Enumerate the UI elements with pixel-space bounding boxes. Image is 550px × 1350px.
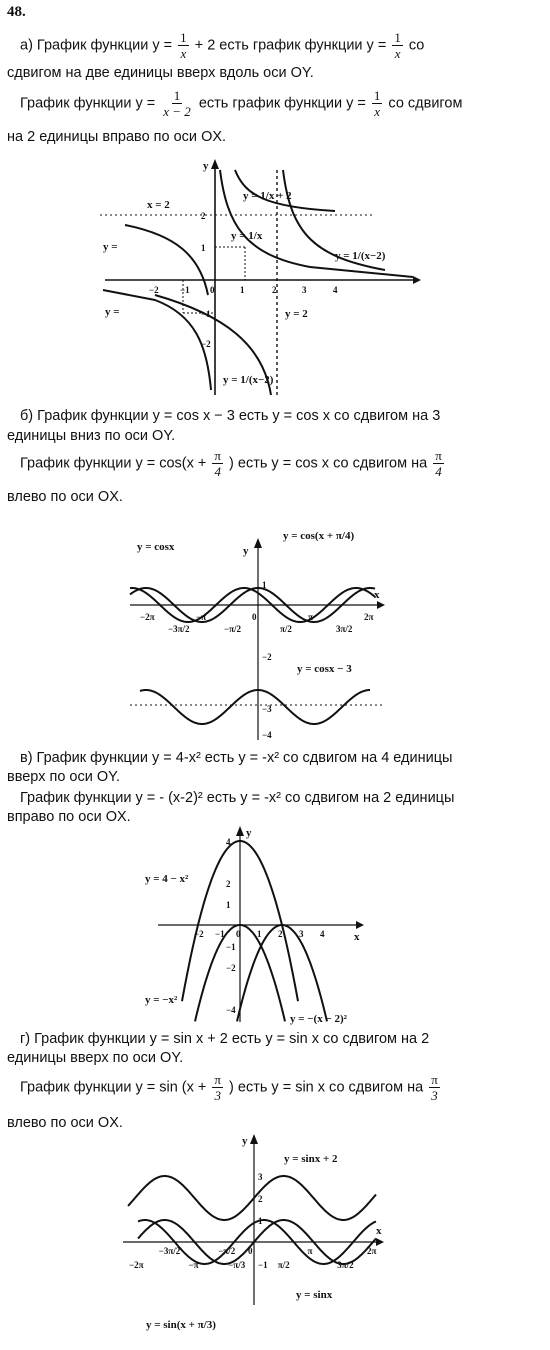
label-x-eq-2: x = 2 — [147, 199, 170, 211]
problem-number: 48. — [7, 4, 26, 20]
graph-b-tick-y: −4 — [262, 730, 272, 740]
curve-1-over-x-left — [103, 290, 211, 390]
graph-a-tick-x: 2 — [272, 285, 277, 295]
graph-b-y-label: y — [243, 545, 249, 557]
graph-a-tick-y: 1 — [201, 243, 206, 253]
graph-b-tick: 0 — [252, 612, 257, 622]
part-d-line4: влево по оси OX. — [7, 1115, 123, 1131]
graph-d-tick: π — [307, 1246, 313, 1256]
graph-d-tick-y: 1 — [258, 1216, 263, 1226]
graph-b-tick-y: −2 — [262, 652, 272, 662]
graph-a-tick-y: 2 — [201, 211, 206, 221]
label-sin-plus-2: y = sinx + 2 — [284, 1153, 338, 1165]
graph-c-tick-x: 0 — [236, 929, 241, 939]
label-top-curve: y = 1/x + 2 — [243, 190, 292, 202]
graph-a-tick-x: 3 — [302, 285, 307, 295]
graph-b-tick: π/2 — [280, 624, 292, 634]
part-b-line2: единицы вниз по оси OY. — [7, 428, 176, 444]
label-sin-shift: y = sin(x + π/3) — [146, 1319, 216, 1331]
label-1x-mid: y = 1/x — [231, 230, 263, 242]
part-b-line1: б) График функции y = cos x − 3 есть y = cos x со сдвигом на 3 — [20, 408, 441, 424]
graph-d-tick: −π — [188, 1260, 199, 1270]
graph-c-tick-y: 4 — [226, 837, 231, 847]
part-d-line1: г) График функции y = sin x + 2 есть y = sin x со сдвигом на 2 — [20, 1031, 430, 1047]
graph-a-hyperbolas — [95, 155, 425, 400]
graph-b-tick-y: −3 — [262, 704, 272, 714]
label-cos-minus-3: y = cosx − 3 — [297, 663, 352, 675]
graph-c-tick-x: 4 — [320, 929, 325, 939]
label-4-minus-x2: y = 4 − x² — [145, 873, 189, 885]
graph-c-ticks — [194, 837, 325, 1015]
part-c-line2: вверх по оси OY. — [7, 769, 120, 785]
curve-sin-x-plus-2 — [128, 1176, 376, 1220]
graph-d-tick: π/2 — [277, 1260, 290, 1270]
graph-b-cosine — [125, 520, 390, 745]
graph-a-tick-y: −2 — [201, 339, 211, 349]
graph-c-tick-y: −1 — [226, 942, 236, 952]
graph-b-x-label: x — [374, 589, 380, 601]
graph-d-x-label: x — [376, 1225, 382, 1237]
graph-c-tick-y: 1 — [226, 900, 231, 910]
graph-c-tick-x: −1 — [215, 929, 225, 939]
graph-c-tick-x: 2 — [278, 929, 283, 939]
graph-a-tick-x: −1 — [180, 285, 190, 295]
graph-d-tick-y: 2 — [258, 1194, 263, 1204]
graph-b-tick: −2π — [140, 612, 155, 622]
label-y2: y = 2 — [285, 308, 308, 320]
graph-d-y-label: y — [242, 1135, 248, 1147]
graph-b-tick: π — [308, 612, 313, 622]
graph-b-tick: −π/2 — [224, 624, 242, 634]
graph-c-tick-y: −4 — [226, 1005, 236, 1015]
curve-1-over-x-plus-2-left — [125, 225, 208, 295]
graph-a-tick-x: 0 — [210, 285, 215, 295]
part-a-line3: График функции y = $\frac{1}{x - 2}$ есть график функции y = $\frac{1}{x}$ со сдвигом — [20, 88, 463, 119]
graph-a-tick-x: 1 — [240, 285, 245, 295]
graph-d-tick: 3π/2 — [337, 1260, 354, 1270]
graph-c-tick-x: 3 — [299, 929, 304, 939]
label-minus-x2: y = −x² — [145, 994, 178, 1006]
graph-d-tick: −π/3 — [228, 1260, 246, 1270]
x-axis-arrow — [413, 276, 421, 284]
label-cos-shift: y = cos(x + π/4) — [283, 530, 355, 542]
graph-b-tick-y: 1 — [262, 580, 267, 590]
graph-c-tick-x: 1 — [257, 929, 262, 939]
label-minus-x-minus-2-sq: y = −(x − 2)² — [290, 1013, 347, 1025]
curve-cos-x-minus-3 — [140, 690, 370, 724]
label-cos: y = cosx — [137, 541, 175, 553]
graph-a-y-label: y — [203, 160, 209, 172]
part-a-line4: на 2 единицы вправо по оси OX. — [7, 129, 227, 145]
graph-d-tick: −2π — [129, 1260, 144, 1270]
graph-c-parabolas — [140, 822, 380, 1027]
graph-d-tick: 2π — [367, 1246, 377, 1256]
graph-b-tick: −3π/2 — [168, 624, 190, 634]
graph-c-y-label: y — [246, 827, 252, 839]
graph-b-ticks — [140, 580, 374, 740]
graph-d-tick-y: 3 — [258, 1172, 263, 1182]
graph-b-tick: 3π/2 — [336, 624, 353, 634]
graph-c-x-label: x — [354, 931, 360, 943]
graph-b-tick: 2π — [364, 612, 374, 622]
label-1x-left: y = — [105, 306, 120, 318]
label-sin: y = sinx — [296, 1289, 333, 1301]
label-1x2-right: y = 1/(x−2) — [335, 250, 386, 262]
part-d-line3: График функции y = sin (x + $\frac{\pi}{3}$ ) есть y = sin x со сдвигом на $\frac{\pi}{3}$ — [20, 1072, 438, 1103]
part-c-line3: График функции y = - (x-2)² есть y = -x² со сдвигом на 2 единицы — [20, 790, 455, 806]
graph-c-tick-y: 2 — [226, 879, 231, 889]
part-b-line4: влево по оси OX. — [7, 489, 123, 505]
graph-c-tick-x: −2 — [194, 929, 204, 939]
graph-d-tick: 0 — [248, 1246, 253, 1256]
part-c-line1: в) График функции y = 4-x² есть y = -x² со сдвигом на 4 единицы — [20, 750, 453, 766]
graph-d-tick: −π/2 — [218, 1246, 236, 1256]
part-a-line1: а) График функции y = $\frac{1}{x}$ + 2 есть график функции y = $\frac{1}{x}$ со — [20, 30, 425, 61]
part-c-line4: вправо по оси OX. — [7, 809, 131, 825]
graph-c-tick-y: −2 — [226, 963, 236, 973]
graph-a-tick-x: 4 — [333, 285, 338, 295]
graph-a-tick-y: −1 — [201, 309, 211, 319]
graph-b-tick: −π — [196, 612, 207, 622]
y-axis-arrow — [211, 159, 219, 169]
label-1x-plus-2-left: y = — [103, 241, 118, 253]
part-a-line2: сдвигом на две единицы вверх вдоль оси OY. — [7, 65, 314, 81]
graph-d-tick: −3π/2 — [158, 1246, 181, 1256]
graph-a-tick-x: −2 — [149, 285, 159, 295]
part-d-line2: единицы вверх по оси OY. — [7, 1050, 184, 1066]
part-b-line3: График функции y = cos(x + $\frac{\pi}{4}$ ) есть y = cos x со сдвигом на $\frac{\pi}{4}$ — [20, 448, 442, 479]
label-1x2-bottom: y = 1/(x−2) — [223, 374, 274, 386]
graph-d-sine — [118, 1130, 388, 1345]
graph-d-tick-y: −1 — [258, 1260, 268, 1270]
